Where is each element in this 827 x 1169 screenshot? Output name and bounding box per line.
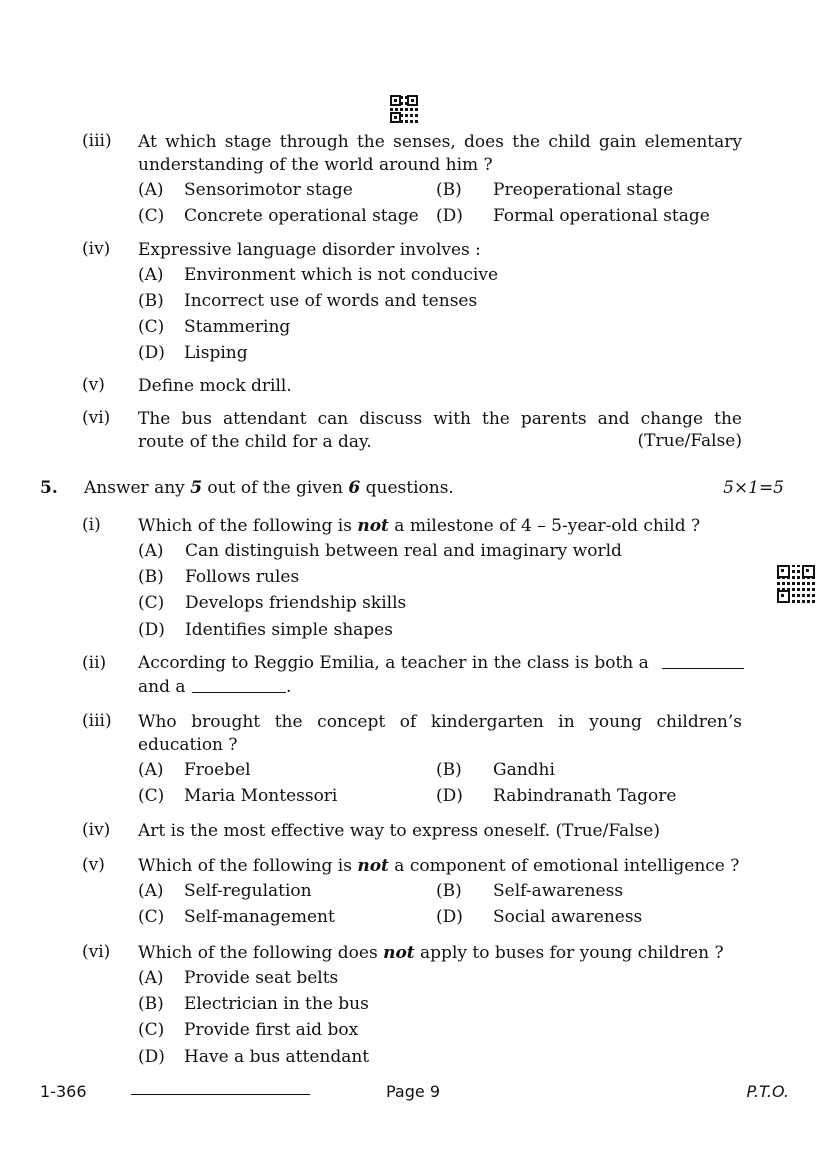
qr-code-side xyxy=(777,565,815,603)
question-text: Which of the following is not a milestone of 4 – 5-year-old child ? xyxy=(138,516,701,536)
qr-code-top xyxy=(390,95,418,123)
question-text-cont: route of the child for a day. xyxy=(138,432,372,452)
question-text: Who brought the concept of kindergarten in young children’s xyxy=(138,712,742,732)
question-text: Art is the most effective way to express oneself. (True/False) xyxy=(138,821,660,841)
blank-1 xyxy=(662,668,744,669)
question-text: Which of the following is not a component of emotional intelligence ? xyxy=(138,856,740,876)
question-number: (iii) xyxy=(82,131,112,151)
question-text: Define mock drill. xyxy=(138,376,292,396)
blank-2 xyxy=(192,692,286,693)
question-end: . xyxy=(286,677,292,697)
question-number: (v) xyxy=(82,855,105,875)
question-number: (vi) xyxy=(82,408,111,428)
question-text: The bus attendant can discuss with the parents and change the xyxy=(138,409,742,429)
answer-format: (True/False) xyxy=(637,431,742,451)
footer-rule xyxy=(131,1094,310,1095)
question-number: 5. xyxy=(40,478,58,498)
question-text-cont: education ? xyxy=(138,735,238,755)
question-text: Which of the following does not apply to buses for young children ? xyxy=(138,943,724,963)
question-text-cont: and a xyxy=(138,677,186,697)
question-number: (iv) xyxy=(82,820,111,840)
question-text: At which stage through the senses, does the child gain elementary xyxy=(138,132,742,152)
pto-label: P.T.O. xyxy=(746,1082,789,1101)
marks: 5×1=5 xyxy=(723,478,784,498)
question-number: (i) xyxy=(82,515,101,535)
question-instruction: Answer any 5 out of the given 6 questions. xyxy=(84,478,454,498)
page-number: Page 9 xyxy=(386,1082,440,1101)
question-number: (ii) xyxy=(82,653,107,673)
paper-code: 1-366 xyxy=(40,1082,87,1101)
question-number: (v) xyxy=(82,375,105,395)
question-text-cont: understanding of the world around him ? xyxy=(138,155,493,175)
question-text: According to Reggio Emilia, a teacher in the class is both a xyxy=(138,653,649,673)
question-text: Expressive language disorder involves : xyxy=(138,240,481,260)
question-number: (iv) xyxy=(82,239,111,259)
question-number: (vi) xyxy=(82,942,111,962)
question-number: (iii) xyxy=(82,711,112,731)
